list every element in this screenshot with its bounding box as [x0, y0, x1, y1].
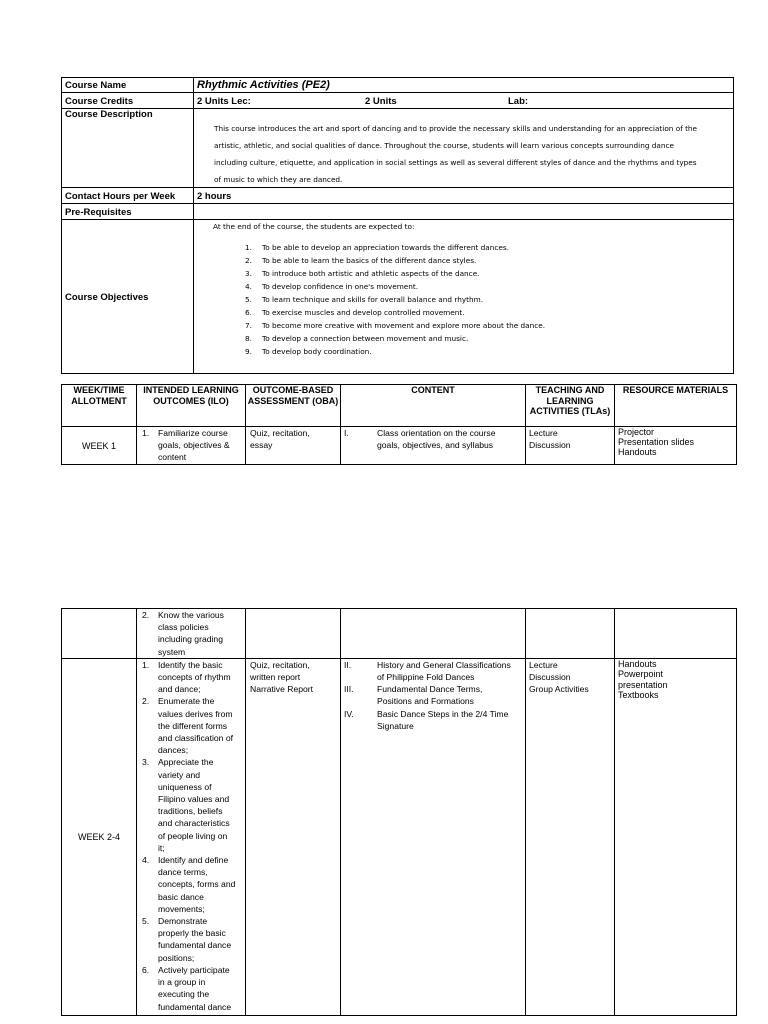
- header-oba: OUTCOME-BASED ASSESSMENT (OBA): [246, 385, 341, 427]
- objectives-list: [245, 241, 715, 358]
- cont-oba: [246, 609, 341, 659]
- objective-item: 4. To develop confidence in one's movement.: [245, 282, 419, 291]
- course-objectives-label: Course Objectives: [65, 292, 149, 303]
- header-resources: RESOURCE MATERIALS: [615, 385, 737, 427]
- week2-4-label: WEEK 2-4: [62, 658, 137, 1015]
- week1-continued-row: [62, 609, 737, 659]
- week1-ilo: 1. Familiarize course goals, objectives & content: [137, 427, 246, 465]
- objective-item: 7. To become more creative with movement and explore more about the dance.: [245, 321, 546, 330]
- course-info-divider: [193, 77, 194, 374]
- credits-lab: Lab:: [508, 96, 529, 107]
- contact-hours-label: Contact Hours per Week: [65, 191, 176, 202]
- week1-content: I. Class orientation on the course goals, objectives, and syllabus: [341, 427, 526, 465]
- ilo-item: 4. Identify and define dance terms, concepts, forms and basic dance movements;: [142, 855, 236, 914]
- objective-item: 2. To be able to learn the basics of the different dance styles.: [245, 256, 477, 265]
- week2-4-ilo-list: [137, 659, 245, 1013]
- objective-item: 3. To introduce both artistic and athletic aspects of the dance.: [245, 269, 480, 278]
- objective-item: 6. To exercise muscles and develop controlled movement.: [245, 308, 465, 317]
- plan-header-row: [62, 385, 737, 427]
- ilo-item: 3. Appreciate the variety and uniqueness of Filipino values and traditions, beliefs and characteristics of people living on it;: [142, 757, 230, 853]
- week1-row: [62, 427, 737, 465]
- ilo-item: 1. Identify the basic concepts of rhythm and dance;: [142, 659, 231, 695]
- week1-label: WEEK 1: [62, 427, 137, 465]
- week1-resources: Projector Presentation slides Handouts: [615, 427, 737, 465]
- objective-item: 8. To develop a connection between movement and music.: [245, 334, 469, 343]
- content-item: III. Fundamental Dance Terms, Positions and Formations: [344, 684, 483, 707]
- ilo-item: 2. Enumerate the values derives from the different forms and classification of dances;: [142, 696, 233, 756]
- cont-week: [62, 609, 137, 659]
- cont-ilo: 2. Know the various class policies including grading system: [137, 609, 246, 659]
- course-name-label: Course Name: [65, 80, 127, 91]
- week2-4-content: [341, 658, 526, 1015]
- week1-oba: Quiz, recitation, essay: [246, 427, 341, 465]
- plan-grid-continued: [61, 608, 737, 1016]
- contact-hours-value: 2 hours: [197, 191, 232, 202]
- course-description-label: Course Description: [65, 109, 153, 120]
- course-name-value: Rhythmic Activities (PE2): [197, 79, 330, 91]
- objective-item: 5. To learn technique and skills for overall balance and rhythm.: [245, 295, 484, 304]
- header-week: WEEK/TIME ALLOTMENT: [62, 385, 137, 427]
- week2-4-content-list: [341, 659, 525, 732]
- week2-4-ilo: [137, 658, 246, 1015]
- credits-units: 2 Units: [365, 96, 397, 107]
- cont-resources: [615, 609, 737, 659]
- week2-4-tla: Lecture Discussion Group Activities: [526, 658, 615, 1015]
- objective-item: 9. To develop body coordination.: [245, 347, 372, 356]
- weekly-plan-continued: [61, 608, 736, 1016]
- objective-item: 1. To be able to develop an appreciation towards the different dances.: [245, 243, 510, 252]
- cont-content: [341, 609, 526, 659]
- week2-4-oba: Quiz, recitation, written report Narrative Report: [246, 658, 341, 1015]
- content-item: II. History and General Classifications of Philippine Fold Dances: [344, 659, 511, 683]
- plan-grid: [61, 384, 737, 465]
- week2-4-resources: Handouts Powerpoint presentation Textbooks: [615, 658, 737, 1015]
- course-info-table: [61, 77, 736, 374]
- ilo-item: 6. Actively participate in a group in executing the fundamental dance: [142, 964, 232, 1012]
- course-description-text: This course introduces the art and sport of dancing and to provide the necessary skills and understanding for an appreciation of the artistic, athletic, and social qualities of dance. Throughout the course, students will learn various concepts surrounding dance including culture, etiquette, and application in social settings as well as several different styles of dance and the rhythms and types of music to which they are danced.: [214, 124, 698, 184]
- week1-tla: Lecture Discussion: [526, 427, 615, 465]
- week2-4-row: [62, 658, 737, 1015]
- cont-tla: [526, 609, 615, 659]
- header-content: CONTENT: [341, 385, 526, 427]
- objectives-intro: At the end of the course, the students are expected to:: [213, 222, 415, 231]
- course-credits-label: Course Credits: [65, 96, 134, 107]
- header-tla: TEACHING AND LEARNING ACTIVITIES (TLAs): [526, 385, 615, 427]
- ilo-item: 5. Demonstrate properly the basic fundamental dance positions;: [142, 916, 232, 963]
- content-item: IV. Basic Dance Steps in the 2/4 Time Signature: [344, 708, 509, 731]
- header-ilo: INTENDED LEARNING OUTCOMES (ILO): [137, 385, 246, 427]
- credits-lec: 2 Units Lec:: [197, 96, 251, 107]
- prerequisites-label: Pre-Requisites: [65, 207, 132, 218]
